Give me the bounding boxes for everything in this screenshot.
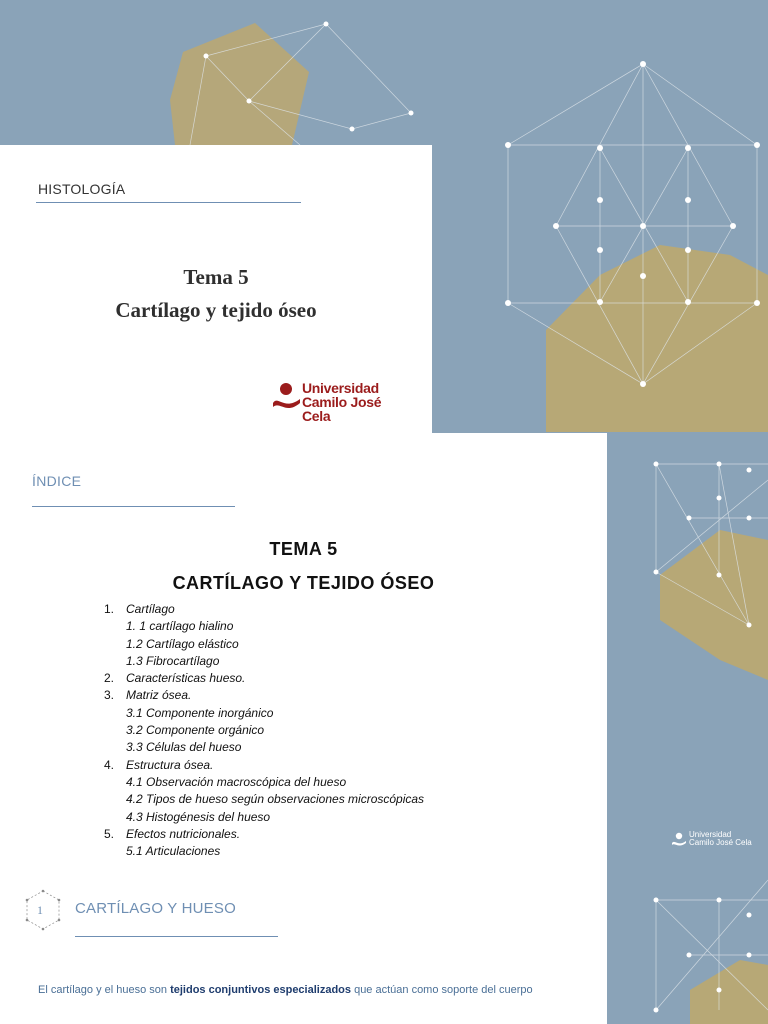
gold-hexagon-top <box>170 23 309 145</box>
toc-item[interactable]: 4.3 Histogénesis del hueso <box>126 809 271 824</box>
cover-page <box>0 145 432 433</box>
toc-item[interactable]: 1.2 Cartílago elástico <box>126 636 239 651</box>
logo-line1: Universidad <box>302 380 379 396</box>
toc-item[interactable]: 1.3 Fibrocartílago <box>126 653 220 668</box>
subject-label: HISTOLOGÍA <box>38 181 126 197</box>
subject-underline <box>36 202 301 203</box>
toc-item[interactable]: 5. Efectos nutricionales. <box>104 826 241 841</box>
cover-title-line2: Cartílago y tejido óseo <box>115 298 317 322</box>
university-logo-text <box>302 381 412 423</box>
toc-item[interactable]: 2. Características hueso. <box>104 671 246 686</box>
university-logo-icon <box>272 381 302 413</box>
section-title: CARTÍLAGO Y HUESO <box>75 900 236 917</box>
index-heading-line1: TEMA 5 <box>269 539 338 559</box>
table-of-contents <box>104 601 424 860</box>
index-heading-line2: CARTÍLAGO Y TEJIDO ÓSEO <box>172 573 435 593</box>
toc-item[interactable]: 5.1 Articulaciones <box>126 844 221 859</box>
intro-sentence: El cartílago y el hueso son tejidos conjuntivos especializados que actúan como soporte del cuerpo <box>38 984 533 996</box>
toc-item[interactable]: 4.1 Observación macroscópica del hueso <box>126 774 347 789</box>
section-hexagon-icon <box>22 889 64 931</box>
cover-title-line1: Tema 5 <box>183 265 249 289</box>
small-logo-icon <box>671 831 687 849</box>
university-logo <box>272 380 412 424</box>
logo-line2: Camilo José Cela <box>302 394 382 424</box>
toc-item[interactable]: 1. 1 cartílago hialino <box>126 619 234 634</box>
toc-item[interactable]: 3. Matriz ósea. <box>104 688 192 703</box>
section-underline <box>75 936 278 937</box>
small-logo-text: Universidad Camilo José Cela <box>689 830 752 847</box>
toc-item[interactable]: 4. Estructura ósea. <box>104 757 214 772</box>
intro-emphasis: tejidos conjuntivos especializados <box>170 984 352 996</box>
index-page <box>0 433 607 1024</box>
toc-item[interactable]: 4.2 Tipos de hueso según observaciones microscópicas <box>126 792 425 807</box>
toc-item[interactable]: 1. Cartílago <box>104 602 175 616</box>
index-underline <box>32 506 235 507</box>
toc-item[interactable]: 3.1 Componente inorgánico <box>126 705 274 720</box>
gold-hexagon-bottom <box>690 960 768 1024</box>
index-label: ÍNDICE <box>32 473 82 489</box>
toc-item[interactable]: 3.2 Componente orgánico <box>126 723 265 738</box>
toc-item[interactable]: 3.3 Células del hueso <box>126 740 242 755</box>
gold-hexagon-right <box>546 245 768 432</box>
small-university-logo <box>671 831 761 851</box>
section-number: 1 <box>37 903 43 917</box>
